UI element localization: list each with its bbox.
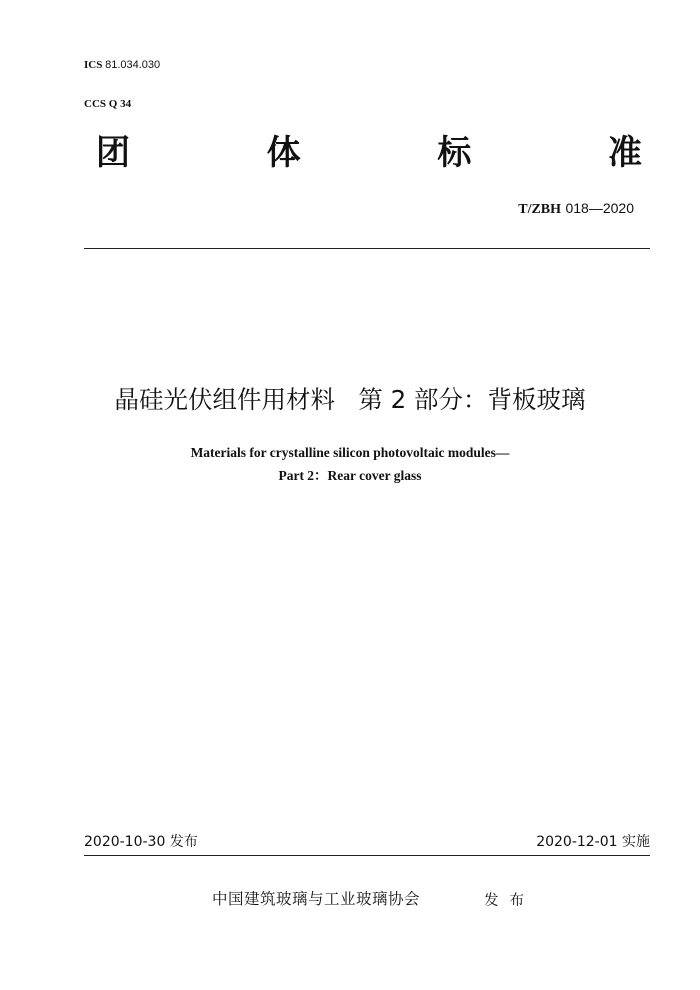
document-number-prefix: T/ZBH	[518, 202, 562, 217]
english-title-line-1: Materials for crystalline silicon photovoltaic modules—	[190, 445, 510, 460]
implementation-date: 2020-12-01 实施	[536, 834, 650, 850]
heading-char-2: 体	[266, 133, 301, 173]
document-number-value: 018—2020	[565, 200, 634, 216]
heading-char-4: 准	[607, 133, 642, 173]
standard-type-heading	[96, 133, 642, 173]
publish-label: 发布	[484, 893, 535, 909]
chinese-title: 晶硅光伏组件用材料 第 2 部分：背板玻璃	[114, 385, 586, 414]
heading-char-1: 团	[96, 133, 130, 173]
top-divider	[84, 248, 650, 249]
publisher-name: 中国建筑玻璃与工业玻璃协会	[212, 890, 421, 908]
ccs-line	[84, 98, 160, 111]
ics-line	[84, 59, 160, 72]
bottom-divider	[84, 855, 650, 856]
ccs-code: Q 34	[108, 98, 132, 110]
english-title-line-2: Part 2：Rear cover glass	[278, 468, 422, 483]
ccs-label: CCS	[84, 98, 107, 110]
ics-label: ICS	[84, 59, 103, 71]
classification-codes	[84, 33, 160, 124]
issue-date: 2020-10-30 发布	[84, 834, 198, 850]
document-number	[518, 199, 634, 219]
heading-char-3: 标	[437, 133, 472, 173]
ics-code: 81.034.030	[105, 59, 161, 71]
